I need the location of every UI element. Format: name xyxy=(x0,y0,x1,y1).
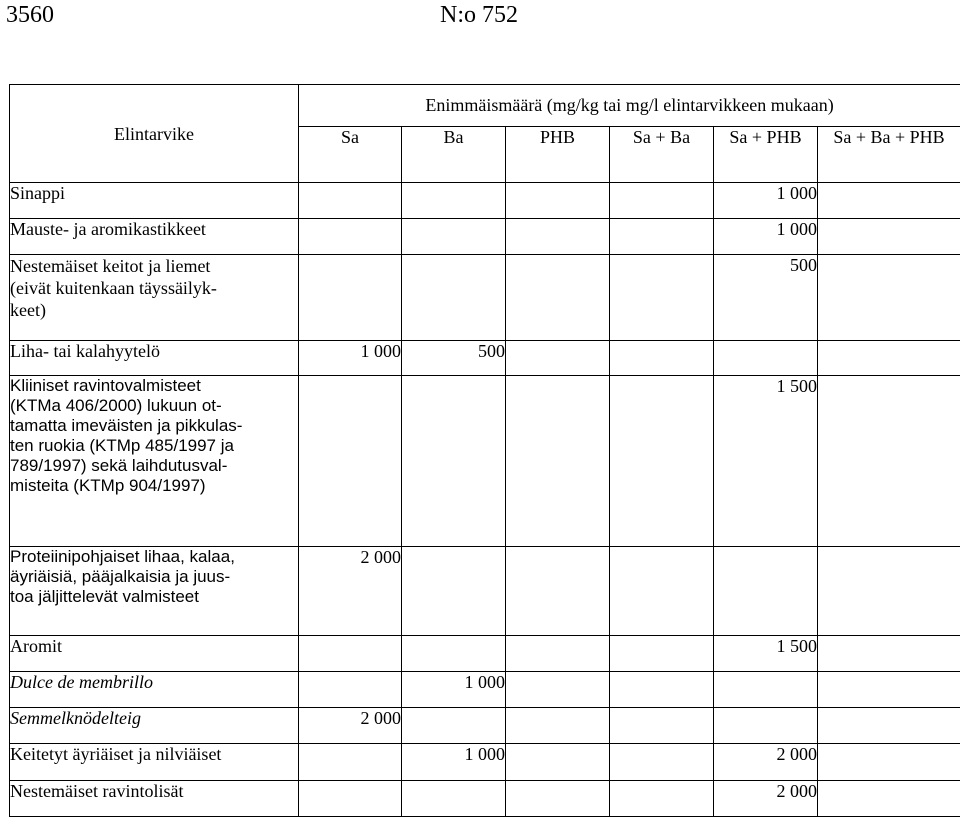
limit-value: 2 000 xyxy=(299,547,402,636)
limit-value: 2 000 xyxy=(714,781,818,817)
limit-value-sa-phb: 2 000 xyxy=(714,744,818,781)
col-header-sa-phb: Sa + PHB xyxy=(714,127,818,183)
table-row xyxy=(10,672,960,708)
table-row xyxy=(10,781,960,817)
food-name: Proteiinipohjaiset lihaa, kalaa, äyriäisiä, pääjalkaisia ja juus- toa jäljittelevät valmisteet xyxy=(10,547,299,636)
food-name: Keitetyt äyriäiset ja nilviäiset xyxy=(10,744,299,781)
limit-value: 1 000 xyxy=(402,672,506,708)
max-limits-table xyxy=(9,84,960,817)
table-row xyxy=(10,341,960,376)
limit-value: 1 500 xyxy=(714,376,818,547)
table-row xyxy=(10,744,960,781)
table-row xyxy=(10,376,960,547)
food-name: Kliiniset ravintovalmisteet (KTMa 406/2000) lukuun ot- tamatta imeväisten ja pikkulas- ten ruokia (KTMp 485/1997 ja 789/1997) sekä laihdutusval- misteita (KTMp 904/1997) xyxy=(10,376,299,547)
limit-value-ba: 500 xyxy=(402,341,506,376)
food-name: Nestemäiset ravintolisät xyxy=(10,781,299,817)
limit-value: 1 000 xyxy=(714,183,818,219)
table-row xyxy=(10,547,960,636)
limit-group-header: Enimmäismäärä (mg/kg tai mg/l elintarvikkeen mukaan) xyxy=(299,85,960,127)
limit-value: 1 000 xyxy=(714,219,818,255)
food-name: Liha- tai kalahyytelö xyxy=(10,341,299,376)
table-row xyxy=(10,636,960,672)
table-row xyxy=(10,219,960,255)
limit-value-ba: 1 000 xyxy=(402,744,506,781)
table-row xyxy=(10,255,960,341)
food-name: Sinappi xyxy=(10,183,299,219)
limit-value: 500 xyxy=(714,255,818,341)
col-header-sa: Sa xyxy=(299,127,402,183)
page-number: 3560 xyxy=(6,2,54,29)
food-name: Semmelknödelteig xyxy=(10,708,299,744)
food-name: Dulce de membrillo xyxy=(10,672,299,708)
food-name: Mauste- ja aromikastikkeet xyxy=(10,219,299,255)
col-header-phb: PHB xyxy=(506,127,610,183)
limit-value: 2 000 xyxy=(299,708,402,744)
col-header-ba: Ba xyxy=(402,127,506,183)
col-header-sa-ba: Sa + Ba xyxy=(610,127,714,183)
document-number: N:o 752 xyxy=(440,2,518,29)
food-name: Nestemäiset keitot ja liemet (eivät kuitenkaan täyssäilyk- keet) xyxy=(10,255,299,341)
limit-value: 1 500 xyxy=(714,636,818,672)
col-header-sa-ba-phb: Sa + Ba + PHB xyxy=(818,127,960,183)
food-column-header: Elintarvike xyxy=(10,85,299,183)
limit-value-sa: 1 000 xyxy=(299,341,402,376)
table-row xyxy=(10,183,960,219)
table-row xyxy=(10,708,960,744)
food-name: Aromit xyxy=(10,636,299,672)
